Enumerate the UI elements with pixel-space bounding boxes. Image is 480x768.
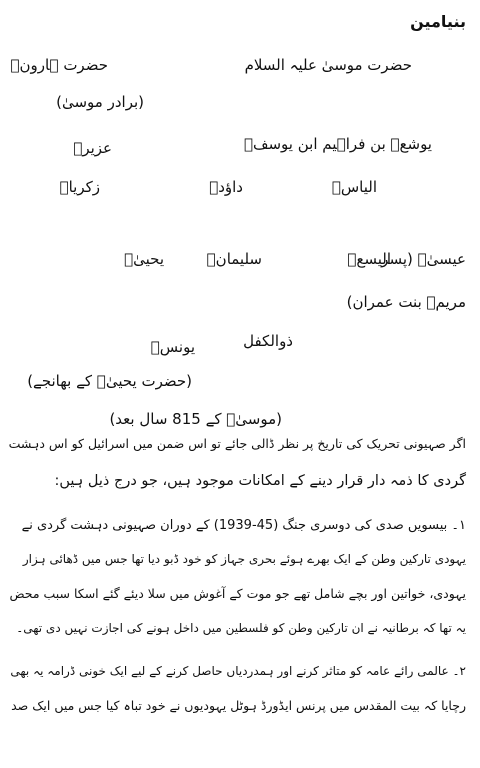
note-haroon: (برادر موسیٰ) (56, 93, 144, 111)
paragraph-line-3: ۱۔ بیسویں صدی کی دوسری جنگ (45-1939) کے دوران صہیونی دہشت گردی نے (21, 518, 466, 533)
paragraph-line-8: رچایا کہ بیت المقدس میں پرنس ایڈورڈ ہوٹل یہودیوں نے خود تباہ کیا جس میں ایک صد (11, 698, 466, 713)
paragraph-line-5: یہودی، خواتین اور بچے شامل تھے جو موت کے آغوش میں سلا دیئے گئے اسکا سبب محض (9, 586, 466, 601)
name-maryam: مریمؑ بنت عمران) (346, 293, 466, 311)
name-alyasa: الیسعؑ (347, 250, 391, 268)
name-haroon: حضرت ہارونؑ (10, 56, 108, 74)
name-yusha: یوشعؑ بن فراہیم ابن یوسفؑ (243, 135, 432, 153)
name-zakariya: زکریاؑ (59, 178, 100, 196)
name-musa: حضرت موسیٰ علیہ السلام (244, 56, 412, 74)
heading-binyamin: بنیامین (410, 12, 466, 31)
name-zulkifl: ذوالکفل (243, 332, 293, 350)
paragraph-line-2: گردی کا ذمہ دار قرار دینے کے امکانات موجود ہیں، جو درج ذیل ہیں: (54, 473, 466, 489)
name-sulaiman: سلیمانؑ (206, 250, 262, 268)
note-era: (موسیٰؑ کے 815 سال بعد) (109, 410, 282, 428)
paragraph-line-4: یہودی تارکین وطن کے ایک بھرے ہوئے بحری جہاز کو خود ڈبو دیا تھا جس میں ڈھائی ہزار (22, 552, 466, 566)
paragraph-line-1: اگر صہیونی تحریک کی تاریخ پر نظر ڈالی جائے تو اس ضمن میں اسرائیل کو اس دہشت (8, 436, 466, 451)
paragraph-line-7: ۲۔ عالمی رائے عامہ کو متاثر کرنے اور ہمدردیاں حاصل کرنے کے لیے ایک خونی ڈرامہ یہ بھی (10, 664, 466, 678)
name-uzair: عزیرؑ (73, 139, 112, 157)
name-yunus: یونسؑ (150, 338, 195, 356)
note-isa: (حضرت یحییٰؑ کے بھانجے) (27, 372, 192, 390)
name-dawood: داؤدؑ (209, 178, 243, 196)
name-isa: عیسیٰؑ (پسر (381, 250, 466, 268)
name-yahya: یحییٰؑ (124, 250, 164, 268)
paragraph-line-6: یہ تھا کہ برطانیہ نے ان تارکین وطن کو فلسطین میں داخل ہونے کی اجازت نہیں دی تھی۔ (16, 621, 466, 635)
name-ilyas: الیاسؑ (331, 178, 377, 196)
